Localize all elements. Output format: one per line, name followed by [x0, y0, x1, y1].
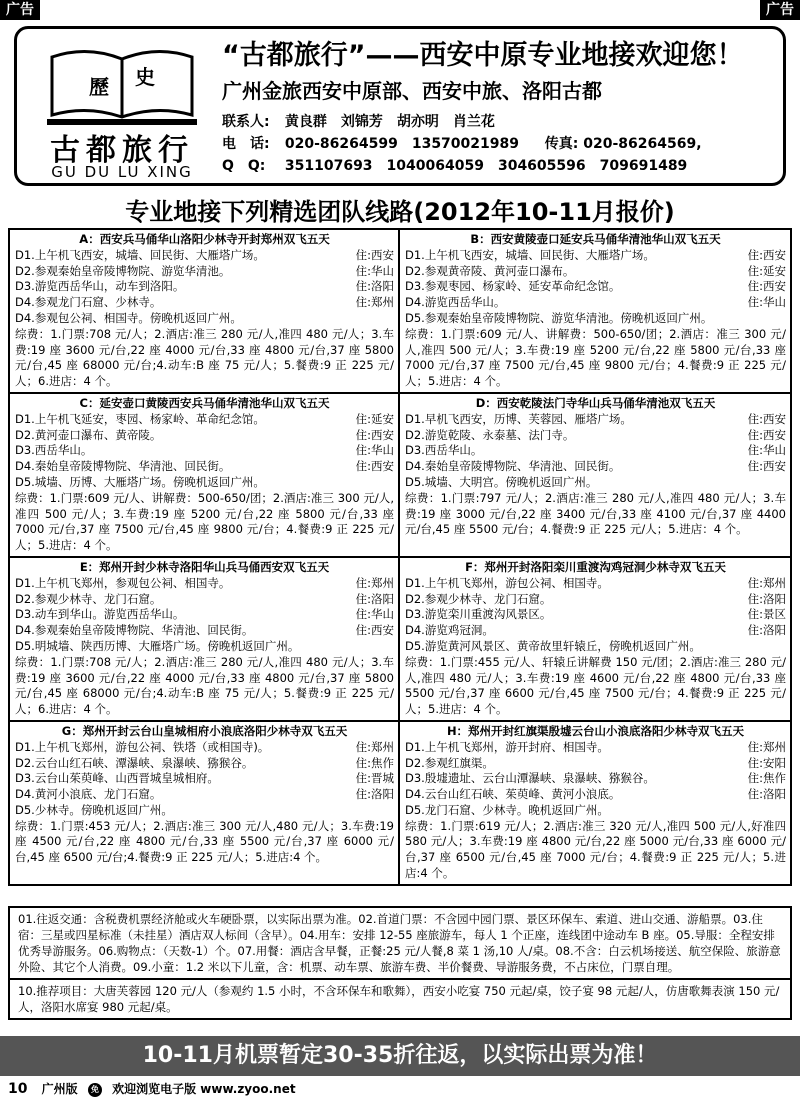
itinerary-day: [15, 475, 394, 491]
day-stay: 住:洛阳: [747, 623, 786, 638]
day-stay: 住:华山: [747, 443, 786, 458]
day-stay: 住:西安: [747, 247, 786, 262]
itinerary-day: [15, 771, 394, 787]
page-title: 专业地接下列精选团队线路(2012年10-11月报价): [125, 198, 675, 226]
day-stay: 住:郑州: [355, 575, 394, 590]
itinerary-day: [15, 279, 394, 295]
qq-line: [222, 155, 687, 175]
itinerary-day: [15, 623, 394, 639]
slogan: “古都旅行”——西安中原专业地接欢迎您！: [222, 40, 744, 71]
day-text: D3.动车到华山。游览西岳华山。: [15, 607, 185, 622]
day-stay: 住:焦作: [355, 755, 394, 770]
itinerary-day: [405, 771, 786, 787]
day-text: D5.参观秦始皇帝陵博物院、游览华清池。傍晚机返回广州。: [405, 310, 713, 325]
day-stay: 住:西安: [355, 459, 394, 474]
day-text: D4.参观龙门石窟、少林寺。: [15, 295, 162, 310]
day-text: D3.西岳华山。: [405, 443, 483, 458]
agency-header: [14, 26, 786, 186]
itinerary-day: [405, 592, 786, 608]
agency-logo: [27, 39, 217, 179]
phone-label: 电 话:: [222, 136, 270, 152]
day-text: D2.参观少林寺、龙门石窟。: [15, 591, 162, 606]
itinerary-day: [405, 428, 786, 444]
phone-numbers: 020-86264599 13570021989: [284, 136, 519, 152]
day-stay: 住:焦作: [747, 771, 786, 786]
day-text: D5.城墙、历博、大雁塔广场。傍晚机返回广州。: [15, 474, 265, 489]
route-card: [10, 558, 400, 720]
itinerary-day: [405, 576, 786, 592]
day-text: D1.上午机飞延安，枣园、杨家岭、革命纪念馆。: [15, 411, 265, 426]
day-text: D4.秦始皇帝陵博物院、华清池、回民街。: [15, 459, 231, 474]
day-text: D2.游览乾陵、永泰墓、法门寺。: [405, 427, 575, 442]
day-stay: 住:西安: [747, 427, 786, 442]
website-link[interactable]: www.zyoo.net: [200, 1082, 296, 1096]
day-text: D3.参观枣园、杨家岭、延安革命纪念馆。: [405, 279, 621, 294]
day-stay: 住:郑州: [747, 575, 786, 590]
day-text: D5.游览黄河风景区、黄帝故里轩辕丘，傍晚机返回广州。: [405, 638, 701, 653]
route-price: 综费：1.门票:797 元/人；2.酒店:准三 280 元/人,准四 480 元/人；3.车费:19 座 3000 元/台,22 座 3400 元/台,33 座 4100 元/台,37 座 4400 元/台,45 座 5500 元/台；4.餐费:9 正 225 元/人；5.进店：4 个。: [405, 490, 786, 537]
day-text: D1.上午机飞郑州，游开封府、相国寺。: [405, 739, 609, 754]
fax-number: 020-86264569,: [583, 136, 702, 152]
page-number: 10: [8, 1081, 28, 1097]
day-text: D5.龙门石窟、少林寺。晚机返回广州。: [405, 802, 609, 817]
day-text: D3.游览栾川重渡沟风景区。: [405, 607, 552, 622]
day-stay: 住:郑州: [355, 739, 394, 754]
day-stay: 住:晋城: [355, 771, 394, 786]
day-text: D3.云台山茱萸峰、山西晋城皇城相府。: [15, 771, 219, 786]
itinerary-day: [405, 623, 786, 639]
day-text: D2.黄河壶口瀑布、黄帝陵。: [15, 427, 162, 442]
routes-table: [8, 228, 792, 886]
notes-box: [8, 906, 792, 1020]
itinerary-day: [405, 803, 786, 819]
contacts-names: 黄良群 刘锦芳 胡亦明 肖兰花: [284, 114, 495, 130]
contacts-label: 联系人:: [222, 114, 270, 130]
route-card: [400, 230, 790, 392]
route-price: 综费：1.门票:708 元/人；2.酒店:准三 280 元/人,准四 480 元/人；3.车费:19 座 3600 元/台,22 座 4000 元/台,33 座 4800 元/台,37 座 5800 元/台,45 座 68000 元/台;4.动车:B 座 75 元/人；5.餐费:9 正 225 元/人；6.进店：4 个。: [15, 326, 394, 389]
route-row: [10, 558, 790, 722]
route-title: E：郑州开封少林寺洛阳华山兵马俑西安双飞五天: [79, 559, 330, 574]
route-title: D：西安乾陵法门寺华山兵马俑华清池双飞五天: [475, 395, 716, 410]
day-stay: 住:安阳: [747, 755, 786, 770]
route-title: A：西安兵马俑华山洛阳少林寺开封郑州双飞五天: [79, 232, 330, 246]
day-stay: 住:延安: [747, 263, 786, 278]
day-stay: 住:洛阳: [355, 591, 394, 606]
itinerary-day: [15, 443, 394, 459]
day-stay: 住:华山: [355, 263, 394, 278]
itinerary-day: [15, 740, 394, 756]
itinerary-day: [15, 248, 394, 264]
route-price: 综费：1.门票:453 元/人；2.酒店:准三 300 元/人,480 元/人；3.车费:19 座 4500 元/台,22 座 4800 元/台,33 座 5500 元/台,37 座 6000 元/台,45 座 6500 元/台;4.餐费:9 正 225 元/人；5.进店:4 个。: [15, 818, 394, 865]
route-card: [10, 230, 400, 392]
day-stay: 住:洛阳: [747, 591, 786, 606]
day-text: D3.游览西岳华山，动车到洛阳。: [15, 279, 185, 294]
route-title: B：西安黄陵壶口延安兵马俑华清池华山双飞五天: [470, 232, 721, 246]
day-text: D2.参观黄帝陵、黄河壶口瀑布。: [405, 263, 575, 278]
itinerary-day: [405, 295, 786, 311]
phones-line: [222, 133, 702, 153]
ticket-banner: 10-11月机票暂定30-35折往返，以实际出票为准！: [0, 1036, 800, 1076]
route-title: G：郑州开封云台山皇城相府小浪底洛阳少林寺双飞五天: [61, 723, 348, 738]
itinerary-day: [405, 248, 786, 264]
fax-label: 传真:: [544, 136, 579, 152]
route-row: [10, 394, 790, 558]
day-stay: 住:延安: [355, 411, 394, 426]
day-text: D4.游览鸡冠洞。: [405, 623, 494, 638]
day-text: D2.云台山红石峡、潭瀑峡、泉瀑峡、猕猴谷。: [15, 755, 254, 770]
itinerary-day: [405, 443, 786, 459]
itinerary-day: [405, 639, 786, 655]
day-text: D1.上午机飞郑州，游包公祠、相国寺。: [405, 575, 609, 590]
day-text: D4.参观秦始皇帝陵博物院、华清池、回民街。: [15, 623, 254, 638]
logo-char-left: 歷: [89, 75, 109, 99]
welcome-text: 欢迎浏览电子版: [112, 1082, 197, 1096]
day-text: D3.殷墟遗址、云台山潭瀑峡、泉瀑峡、猕猴谷。: [405, 771, 655, 786]
ad-tag-right: 广告: [760, 0, 800, 20]
itinerary-day: [405, 279, 786, 295]
route-price: 综费：1.门票:619 元/人；2.酒店:准三 320 元/人,准四 500 元/人,好准四 580 元/人；3.车费:19 座 4800 元/台,22 座 5000 元/台,33 座 6000 元/台,37 座 6500 元/台,45 座 7000 元/台；4.餐费:9 正 225 元/人；5.进店:4 个。: [405, 818, 786, 881]
day-stay: 住:景区: [747, 607, 786, 622]
itinerary-day: [405, 740, 786, 756]
ad-tag-left: 广告: [0, 0, 40, 20]
itinerary-day: [405, 475, 786, 491]
route-title: F：郑州开封洛阳栾川重渡沟鸡冠洞少林寺双飞五天: [465, 559, 726, 574]
route-row: [10, 722, 790, 884]
open-book-icon: [47, 45, 197, 125]
contacts-line: [222, 111, 495, 131]
itinerary-day: [15, 459, 394, 475]
itinerary-day: [405, 787, 786, 803]
day-text: D1.上午机飞郑州，参观包公祠、相国寺。: [15, 575, 231, 590]
day-text: D5.少林寺。傍晚机返回广州。: [15, 802, 173, 817]
day-stay: 住:洛阳: [747, 787, 786, 802]
day-text: D1.上午机飞西安，城墙、回民街、大雁塔广场。: [405, 247, 655, 262]
day-text: D4.黄河小浪底、龙门石窟。: [15, 787, 162, 802]
day-text: D4.秦始皇帝陵博物院、华清池、回民街。: [405, 459, 621, 474]
edition-badge: 免: [88, 1083, 102, 1097]
route-price: 综费：1.门票:609 元/人、讲解费：500-650/团；2.酒店:准三 300 元/人,准四 500 元/人；3.车费:19 座 5200 元/台,22 座 5800 元/台,33 座 7000 元/台,37 座 7500 元/台,45 座 9800 元/台；4.餐费:9 正 225 元/人；5.进店：4 个。: [15, 490, 394, 553]
itinerary-day: [405, 264, 786, 280]
qq-numbers: 351107693 1040064059 304605596 709691489: [284, 158, 688, 174]
itinerary-day: [15, 428, 394, 444]
route-price: 综费：1.门票:609 元/人、讲解费：500-650/团；2.酒店：准三 300 元/人,准四 500 元/人；3.车费:19 座 5200 元/台,22 座 5800 元/台,33 座 7000 元/台,37 座 7500 元/台,45 座 9800 元/台；4.餐费:9 正 225 元/人；5.进店：4 个。: [405, 326, 786, 389]
terms-notes: 01.往返交通：含税费机票经济舱或火车硬卧票，以实际出票为准。02.首道门票：不含园中园门票、景区环保车、索道、进山交通、游船票。03.住宿：三星或四星标准（未挂星）酒店双人标间（含早）。04.用车：安排 12-55 座旅游车，每人 1 个正座，连线团中途动车 B 座。05.导服：全程安排优秀导游服务。06.购物点：（天数-1）个。07.用餐：酒店含早餐，正餐:25 元/人餐,8 菜 1 汤,10 人/桌。08.不含：白云机场接送、航空保险、旅游意外险、其它个人消费。09.小童：1.2 米以下儿童，含：机票、动车票、旅游车费、半价餐费、导游服务费，不占床位，门票自理。: [10, 908, 790, 980]
itinerary-day: [15, 592, 394, 608]
itinerary-day: [15, 264, 394, 280]
day-text: D1.上午机飞西安，城墙、回民街、大雁塔广场。: [15, 247, 265, 262]
day-stay: 住:西安: [747, 411, 786, 426]
day-stay: 住:西安: [747, 279, 786, 294]
day-stay: 住:洛阳: [355, 787, 394, 802]
route-title: C：延安壶口黄陵西安兵马俑华清池华山双飞五天: [79, 395, 330, 410]
itinerary-day: [15, 311, 394, 327]
edition-label: 广州版: [41, 1082, 78, 1096]
route-card: [10, 394, 400, 556]
day-text: D1.上午机飞郑州，游包公祠、铁塔（或相国寺)。: [15, 739, 270, 754]
itinerary-day: [15, 787, 394, 803]
day-stay: 住:西安: [355, 427, 394, 442]
qq-label: Q Q:: [222, 158, 266, 174]
day-stay: 住:华山: [355, 443, 394, 458]
day-stay: 住:华山: [747, 295, 786, 310]
route-title: H：郑州开封红旗渠殷墟云台山小浪底洛阳少林寺双飞五天: [446, 723, 745, 738]
day-stay: 住:西安: [355, 247, 394, 262]
itinerary-day: [15, 607, 394, 623]
itinerary-day: [405, 311, 786, 327]
itinerary-day: [15, 576, 394, 592]
logo-char-right: 史: [135, 65, 155, 89]
itinerary-day: [405, 607, 786, 623]
day-stay: 住:华山: [355, 607, 394, 622]
day-stay: 住:洛阳: [355, 279, 394, 294]
day-text: D5.城墙、大明宫。傍晚机返回广州。: [405, 474, 598, 489]
itinerary-day: [405, 412, 786, 428]
logo-pinyin: GU DU LU XING: [51, 163, 193, 181]
recommend-notes: 10.推荐项目：大唐芙蓉园 120 元/人（参观约 1.5 小时，不含环保车和歌舞），西安小吃宴 750 元起/桌，饺子宴 98 元起/人，仿唐歌舞表演 150 元/人，洛阳水席宴 980 元起/桌。: [18, 984, 780, 1014]
day-text: D2.参观秦始皇帝陵博物院、游览华清池。: [15, 263, 231, 278]
route-row: [10, 230, 790, 394]
itinerary-day: [405, 756, 786, 772]
route-card: [400, 558, 790, 720]
route-price: 综费：1.门票:455 元/人、轩辕丘讲解费 150 元/团；2.酒店:准三 280 元/人,准四 480 元/人；3.车费:19 座 4600 元/台,22 座 4800 元/台,33 座 5500 元/台,37 座 6600 元/台,45 座 7500 元/台；4.餐费:9 正 225 元/人；5.进店：4 个。: [405, 654, 786, 717]
itinerary-day: [15, 803, 394, 819]
day-text: D4.游览西岳华山。: [405, 295, 506, 310]
logo-name: 古都旅行: [50, 133, 194, 168]
route-card: [400, 722, 790, 884]
itinerary-day: [15, 756, 394, 772]
branches: 广州金旅西安中原部、西安中旅、洛阳古都: [222, 79, 602, 103]
day-text: D5.明城墙、陕西历博、大雁塔广场。傍晚机返回广州。: [15, 638, 300, 653]
itinerary-day: [15, 412, 394, 428]
day-text: D4.参观包公祠、相国寺。傍晚机返回广州。: [15, 310, 242, 325]
day-stay: 住:西安: [355, 623, 394, 638]
route-card: [400, 394, 790, 556]
day-text: D2.参观少林寺、龙门石窟。: [405, 591, 552, 606]
route-card: [10, 722, 400, 884]
page-footer: [8, 1080, 296, 1097]
itinerary-day: [15, 295, 394, 311]
day-stay: 住:郑州: [747, 739, 786, 754]
day-text: D1.早机飞西安，历博、芙蓉园、雁塔广场。: [405, 411, 632, 426]
day-text: D3.西岳华山。: [15, 443, 93, 458]
day-text: D4.云台山红石峡、茱萸峰、黄河小浪底。: [405, 787, 621, 802]
itinerary-day: [15, 639, 394, 655]
day-stay: 住:郑州: [355, 295, 394, 310]
route-price: 综费：1.门票:708 元/人；2.酒店:准三 280 元/人,准四 480 元/人；3.车费:19 座 3600 元/台,22 座 4000 元/台,33 座 4800 元/台,37 座 5800 元/台,45 座 68000 元/台;4.动车:B 座 75 元/人；5.餐费:9 正 225 元/人；6.进店：4 个。: [15, 654, 394, 717]
itinerary-day: [405, 459, 786, 475]
day-stay: 住:西安: [747, 459, 786, 474]
day-text: D2.参观红旗渠。: [405, 755, 494, 770]
